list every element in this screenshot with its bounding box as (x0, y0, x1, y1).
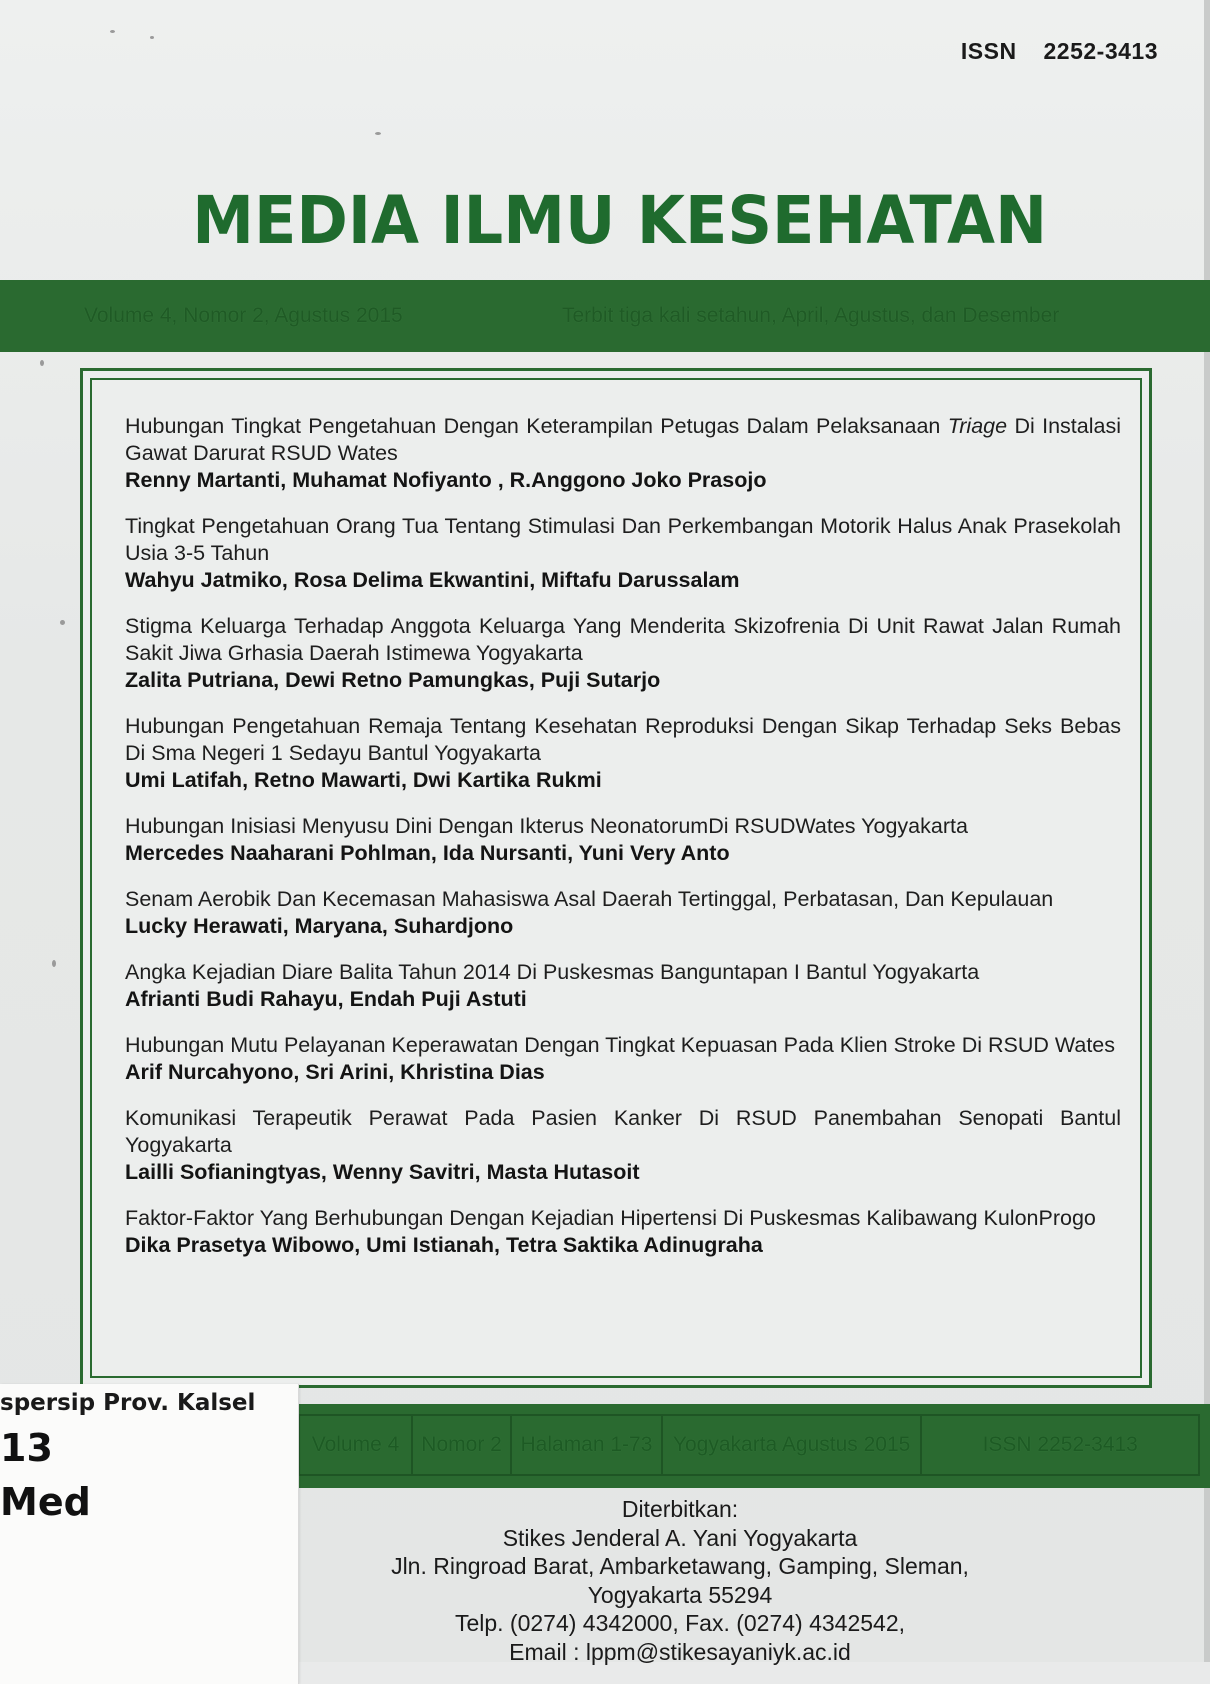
issue-info-band (0, 280, 1210, 352)
publisher-address: Yogyakarta 55294 (587, 1581, 773, 1608)
issn-header: ISSN 2252-3413 (960, 38, 1158, 64)
issue-pages-cell: Halaman 1-73 (512, 1416, 663, 1474)
article-entry (125, 959, 1121, 1012)
article-authors: Zalita Putriana, Dewi Retno Pamungkas, Puji Sutarjo (125, 668, 661, 692)
publication-frequency: Terbit tiga kali setahun, April, Agustus, dan Desember (562, 304, 1060, 327)
issue-issn-cell: ISSN 2252-3413 (982, 1433, 1138, 1456)
article-title: Angka Kejadian Diare Balita Tahun 2014 Di Puskesmas Banguntapan I Bantul Yogyakarta (125, 960, 980, 984)
article-title: Stigma Keluarga Terhadap Anggota Keluarga Yang Menderita Skizofrenia Di Unit Rawat Jalan Rumah Sakit Jiwa Grhasia Daerah Istimewa Yogyakarta (125, 614, 1121, 665)
article-authors: Renny Martanti, Muhamat Nofiyanto , R.Anggono Joko Prasojo (125, 468, 767, 492)
article-authors: Arif Nurcahyono, Sri Arini, Khristina Dias (125, 1060, 545, 1084)
scan-speck (110, 30, 115, 33)
issue-details-band (298, 1404, 1210, 1488)
publisher-label: Diterbitkan: (621, 1496, 739, 1522)
scan-speck (60, 620, 65, 625)
publisher-email: Email : lppm@stikesayaniyk.ac.id (509, 1638, 851, 1665)
journal-title: MEDIA ILMU KESEHATAN (192, 182, 1048, 259)
article-authors: Umi Latifah, Retno Mawarti, Dwi Kartika Rukmi (125, 768, 602, 792)
volume-info: Volume 4, Nomor 2, Agustus 2015 (84, 304, 403, 327)
article-title: Hubungan Mutu Pelayanan Keperawatan Dengan Tingkat Kepuasan Pada Klien Stroke Di RSUD Wates (125, 1033, 1115, 1057)
article-authors: Lailli Sofianingtyas, Wenny Savitri, Masta Hutasoit (125, 1160, 640, 1184)
article-authors: Afrianti Budi Rahayu, Endah Puji Astuti (125, 987, 527, 1011)
article-title-italic: Triage (947, 414, 1008, 438)
journal-masthead (0, 182, 1210, 259)
call-number-line: Med (0, 1480, 91, 1524)
issue-number-cell: Nomor 2 (413, 1416, 512, 1474)
article-title-text: Hubungan Tingkat Pengetahuan Dengan Keterampilan Petugas Dalam Pelaksanaan (125, 414, 948, 438)
issue-details-table (298, 1414, 1200, 1476)
scan-speck (150, 36, 154, 39)
article-entry (125, 886, 1121, 939)
article-authors: Dika Prasetya Wibowo, Umi Istianah, Tetra Saktika Adinugraha (125, 1233, 763, 1257)
article-entry (125, 813, 1121, 866)
contents-frame (80, 368, 1152, 1388)
article-title: Tingkat Pengetahuan Orang Tua Tentang Stimulasi Dan Perkembangan Motorik Halus Anak Prasekolah Usia 3-5 Tahun (125, 514, 1121, 565)
article-title: Komunikasi Terapeutik Perawat Pada Pasien Kanker Di RSUD Panembahan Senopati Bantul Yogyakarta (125, 1106, 1121, 1157)
library-name: spersip Prov. Kalsel (0, 1390, 256, 1416)
article-entry (125, 413, 1121, 493)
publisher-institution: Stikes Jenderal A. Yani Yogyakarta (502, 1524, 858, 1551)
article-authors: Mercedes Naaharani Pohlman, Ida Nursanti, Yuni Very Anto (125, 841, 730, 865)
article-title: Faktor-Faktor Yang Berhubungan Dengan Kejadian Hipertensi Di Puskesmas Kalibawang KulonProgo (125, 1206, 1096, 1230)
scan-speck (375, 132, 381, 135)
publisher-phone: Telp. (0274) 4342000, Fax. (0274) 4342542, (454, 1610, 906, 1636)
issue-volume-cell: Volume 4 (300, 1416, 413, 1474)
article-authors: Wahyu Jatmiko, Rosa Delima Ekwantini, Miftafu Darussalam (125, 568, 740, 592)
article-entry (125, 1105, 1121, 1185)
article-entry (125, 513, 1121, 593)
article-entry (125, 1032, 1121, 1085)
article-entry (125, 613, 1121, 693)
scan-speck (40, 360, 44, 366)
article-title-text: Di Instalasi Gawat Darurat RSUD Wates (125, 414, 1121, 465)
article-entry (125, 713, 1121, 793)
article-entry (125, 1205, 1121, 1258)
library-call-number-sticker (0, 1384, 299, 1684)
article-title: Hubungan Inisiasi Menyusu Dini Dengan Ikterus NeonatorumDi RSUDWates Yogyakarta (125, 814, 968, 838)
issue-place-date-cell: Yogyakarta Agustus 2015 (663, 1416, 923, 1474)
article-title: Hubungan Pengetahuan Remaja Tentang Kesehatan Reproduksi Dengan Sikap Terhadap Seks Bebas Di Sma Negeri 1 Sedayu Bantul Yogyakarta (125, 714, 1121, 765)
article-authors: Lucky Herawati, Maryana, Suhardjono (125, 914, 514, 938)
publisher-block (300, 1495, 1060, 1666)
article-title: Senam Aerobik Dan Kecemasan Mahasiswa Asal Daerah Tertinggal, Perbatasan, Dan Kepulauan (125, 887, 1054, 911)
call-number-line: 13 (0, 1426, 53, 1470)
publisher-address: Jln. Ringroad Barat, Ambarketawang, Gamping, Sleman, (391, 1553, 969, 1579)
scan-speck (52, 960, 56, 967)
article-title (125, 413, 1121, 467)
article-list (125, 413, 1121, 1278)
